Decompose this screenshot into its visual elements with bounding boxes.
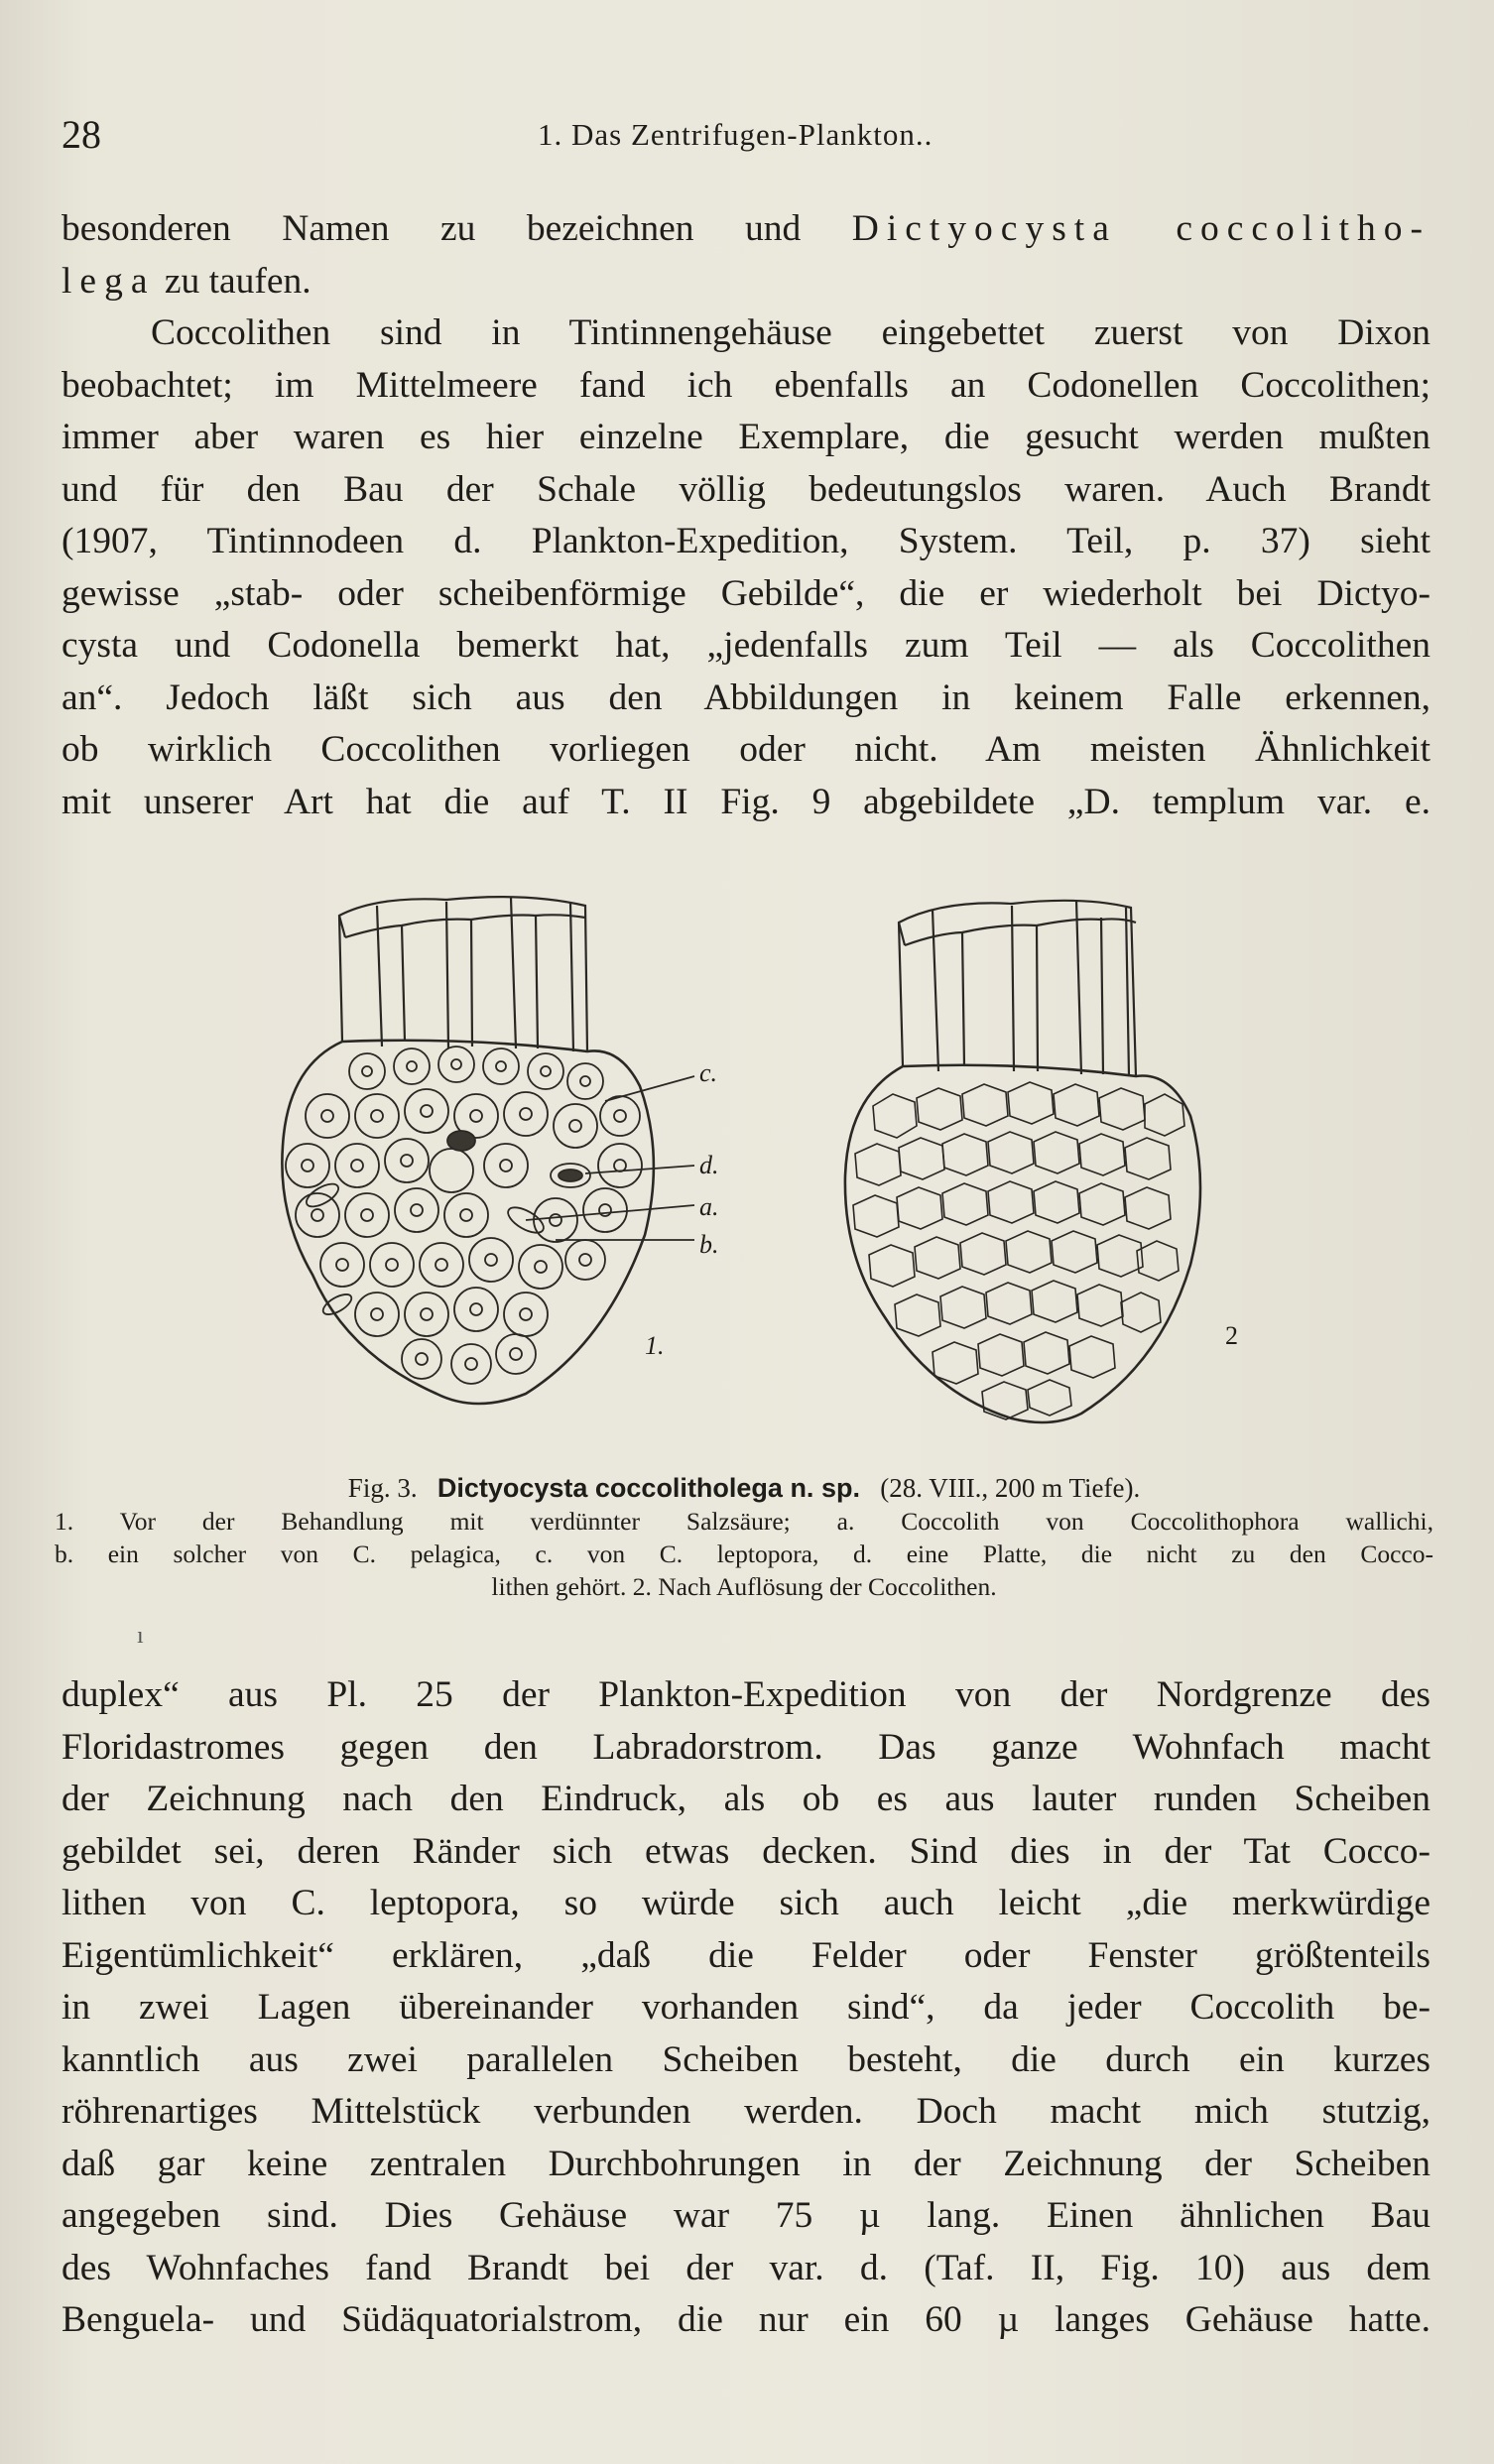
text-line	[62, 203, 1431, 256]
figure-1-drawing	[228, 878, 843, 1473]
caption-location: (28. VIII., 200 m Tiefe).	[880, 1473, 1141, 1503]
paragraph-duplex	[62, 1669, 1431, 2347]
figure-3	[198, 853, 1309, 1468]
running-head: 1. Das Zentrifugen-Plankton..	[538, 117, 934, 152]
figure-label-2: 2	[1225, 1321, 1238, 1350]
caption-species-name: Dictyocysta coccolitholega n. sp.	[436, 1473, 860, 1503]
text-line: kanntlich aus zwei parallelen Scheiben besteht, die durch ein kurzes	[62, 2038, 1431, 2080]
text-line: in zwei Lagen übereinander vorhanden sind“, da jeder Coccolith be-	[62, 1987, 1431, 2028]
caption-line: b. ein solcher von C. pelagica, c. von C. leptopora, d. eine Platte, die nicht zu den Cocco-	[55, 1540, 1433, 1568]
text-line: röhrenartiges Mittelstück verbunden werden. Doch macht mich stutzig,	[62, 2091, 1431, 2132]
text-line: mit unserer Art hat die auf T. II Fig. 9 abgebildete „D. templum var. e.	[62, 781, 1431, 822]
text-line	[62, 256, 1431, 308]
caption-fig-number: Fig. 3.	[347, 1473, 418, 1503]
text-line: gewisse „stab- oder scheibenförmige Gebilde“, die er wiederholt bei Dictyo-	[62, 572, 1431, 614]
page-number: 28	[62, 112, 101, 157]
paragraph-intro	[62, 203, 1431, 308]
caption-line: 1. Vor der Behandlung mit verdünnter Salzsäure; a. Coccolith von Coccolithophora wallichi,	[55, 1507, 1433, 1536]
text-line: der Zeichnung nach den Eindruck, als ob es aus lauter runden Scheiben	[62, 1779, 1431, 1819]
text-line: lithen von C. leptopora, so würde sich auch leicht „die merkwürdige	[62, 1883, 1431, 1923]
caption-line: lithen gehört. 2. Nach Auflösung der Coccolithen.	[491, 1572, 997, 1601]
text-line: an“. Jedoch läßt sich aus den Abbildungen in keinem Falle erkennen,	[62, 677, 1431, 718]
text-line: daß gar keine zentralen Durchbohrungen in der Zeichnung der Scheiben	[62, 2143, 1431, 2184]
figure-label-d: d.	[699, 1151, 719, 1179]
text-line: gebildet sei, deren Ränder sich etwas decken. Sind dies in der Tat Cocco-	[62, 1830, 1431, 1872]
text-line: (1907, Tintinnodeen d. Plankton-Expedition, System. Teil, p. 37) sieht	[62, 521, 1431, 561]
page-header	[62, 111, 1431, 171]
text-line: duplex“ aus Pl. 25 der Plankton-Expedition von der Nordgrenze des	[62, 1674, 1431, 1715]
caption-title-line	[55, 1472, 1433, 1505]
figure-label-b: b.	[699, 1230, 719, 1259]
figure-label-1: 1.	[645, 1331, 665, 1360]
figure-label-a: a.	[699, 1192, 719, 1221]
text-line: beobachtet; im Mittelmeere fand ich ebenfalls an Codonellen Coccolithen;	[62, 364, 1431, 406]
text-line: des Wohnfaches fand Brandt bei der var. d. (Taf. II, Fig. 10) aus dem	[62, 2247, 1431, 2288]
figure-caption	[55, 1472, 1433, 1603]
figure-2-drawing	[833, 878, 1309, 1473]
text-span: besonderen Namen zu bezeichnen und	[62, 208, 802, 249]
text-span: zu taufen.	[164, 260, 311, 302]
text-line: immer aber waren es hier einzelne Exemplare, die gesucht werden mußten	[62, 417, 1431, 457]
species-name-spaced: Dictyocysta coccolitho-	[851, 208, 1432, 249]
paragraph-coccolithen	[62, 308, 1431, 828]
text-line: Floridastromes gegen den Labradorstrom. Das ganze Wohnfach macht	[62, 1726, 1431, 1768]
margin-mark: ı	[137, 1623, 144, 1649]
species-name-spaced: lega	[62, 260, 156, 302]
text-line: angegeben sind. Dies Gehäuse war 75 µ lang. Einen ähnlichen Bau	[62, 2195, 1431, 2236]
text-line: ob wirklich Coccolithen vorliegen oder nicht. Am meisten Ähnlichkeit	[62, 729, 1431, 770]
text-line: Benguela- und Südäquatorialstrom, die nur ein 60 µ langes Gehäuse hatte.	[62, 2299, 1431, 2340]
text-line: Eigentümlichkeit“ erklären, „daß die Felder oder Fenster größtenteils	[62, 1934, 1431, 1976]
text-line: und für den Bau der Schale völlig bedeutungslos waren. Auch Brandt	[62, 468, 1431, 510]
text-line: cysta und Codonella bemerkt hat, „jedenfalls zum Teil — als Coccolithen	[62, 625, 1431, 666]
figure-label-c: c.	[699, 1058, 718, 1087]
text-line: Coccolithen sind in Tintinnengehäuse eingebettet zuerst von Dixon	[151, 312, 1431, 353]
